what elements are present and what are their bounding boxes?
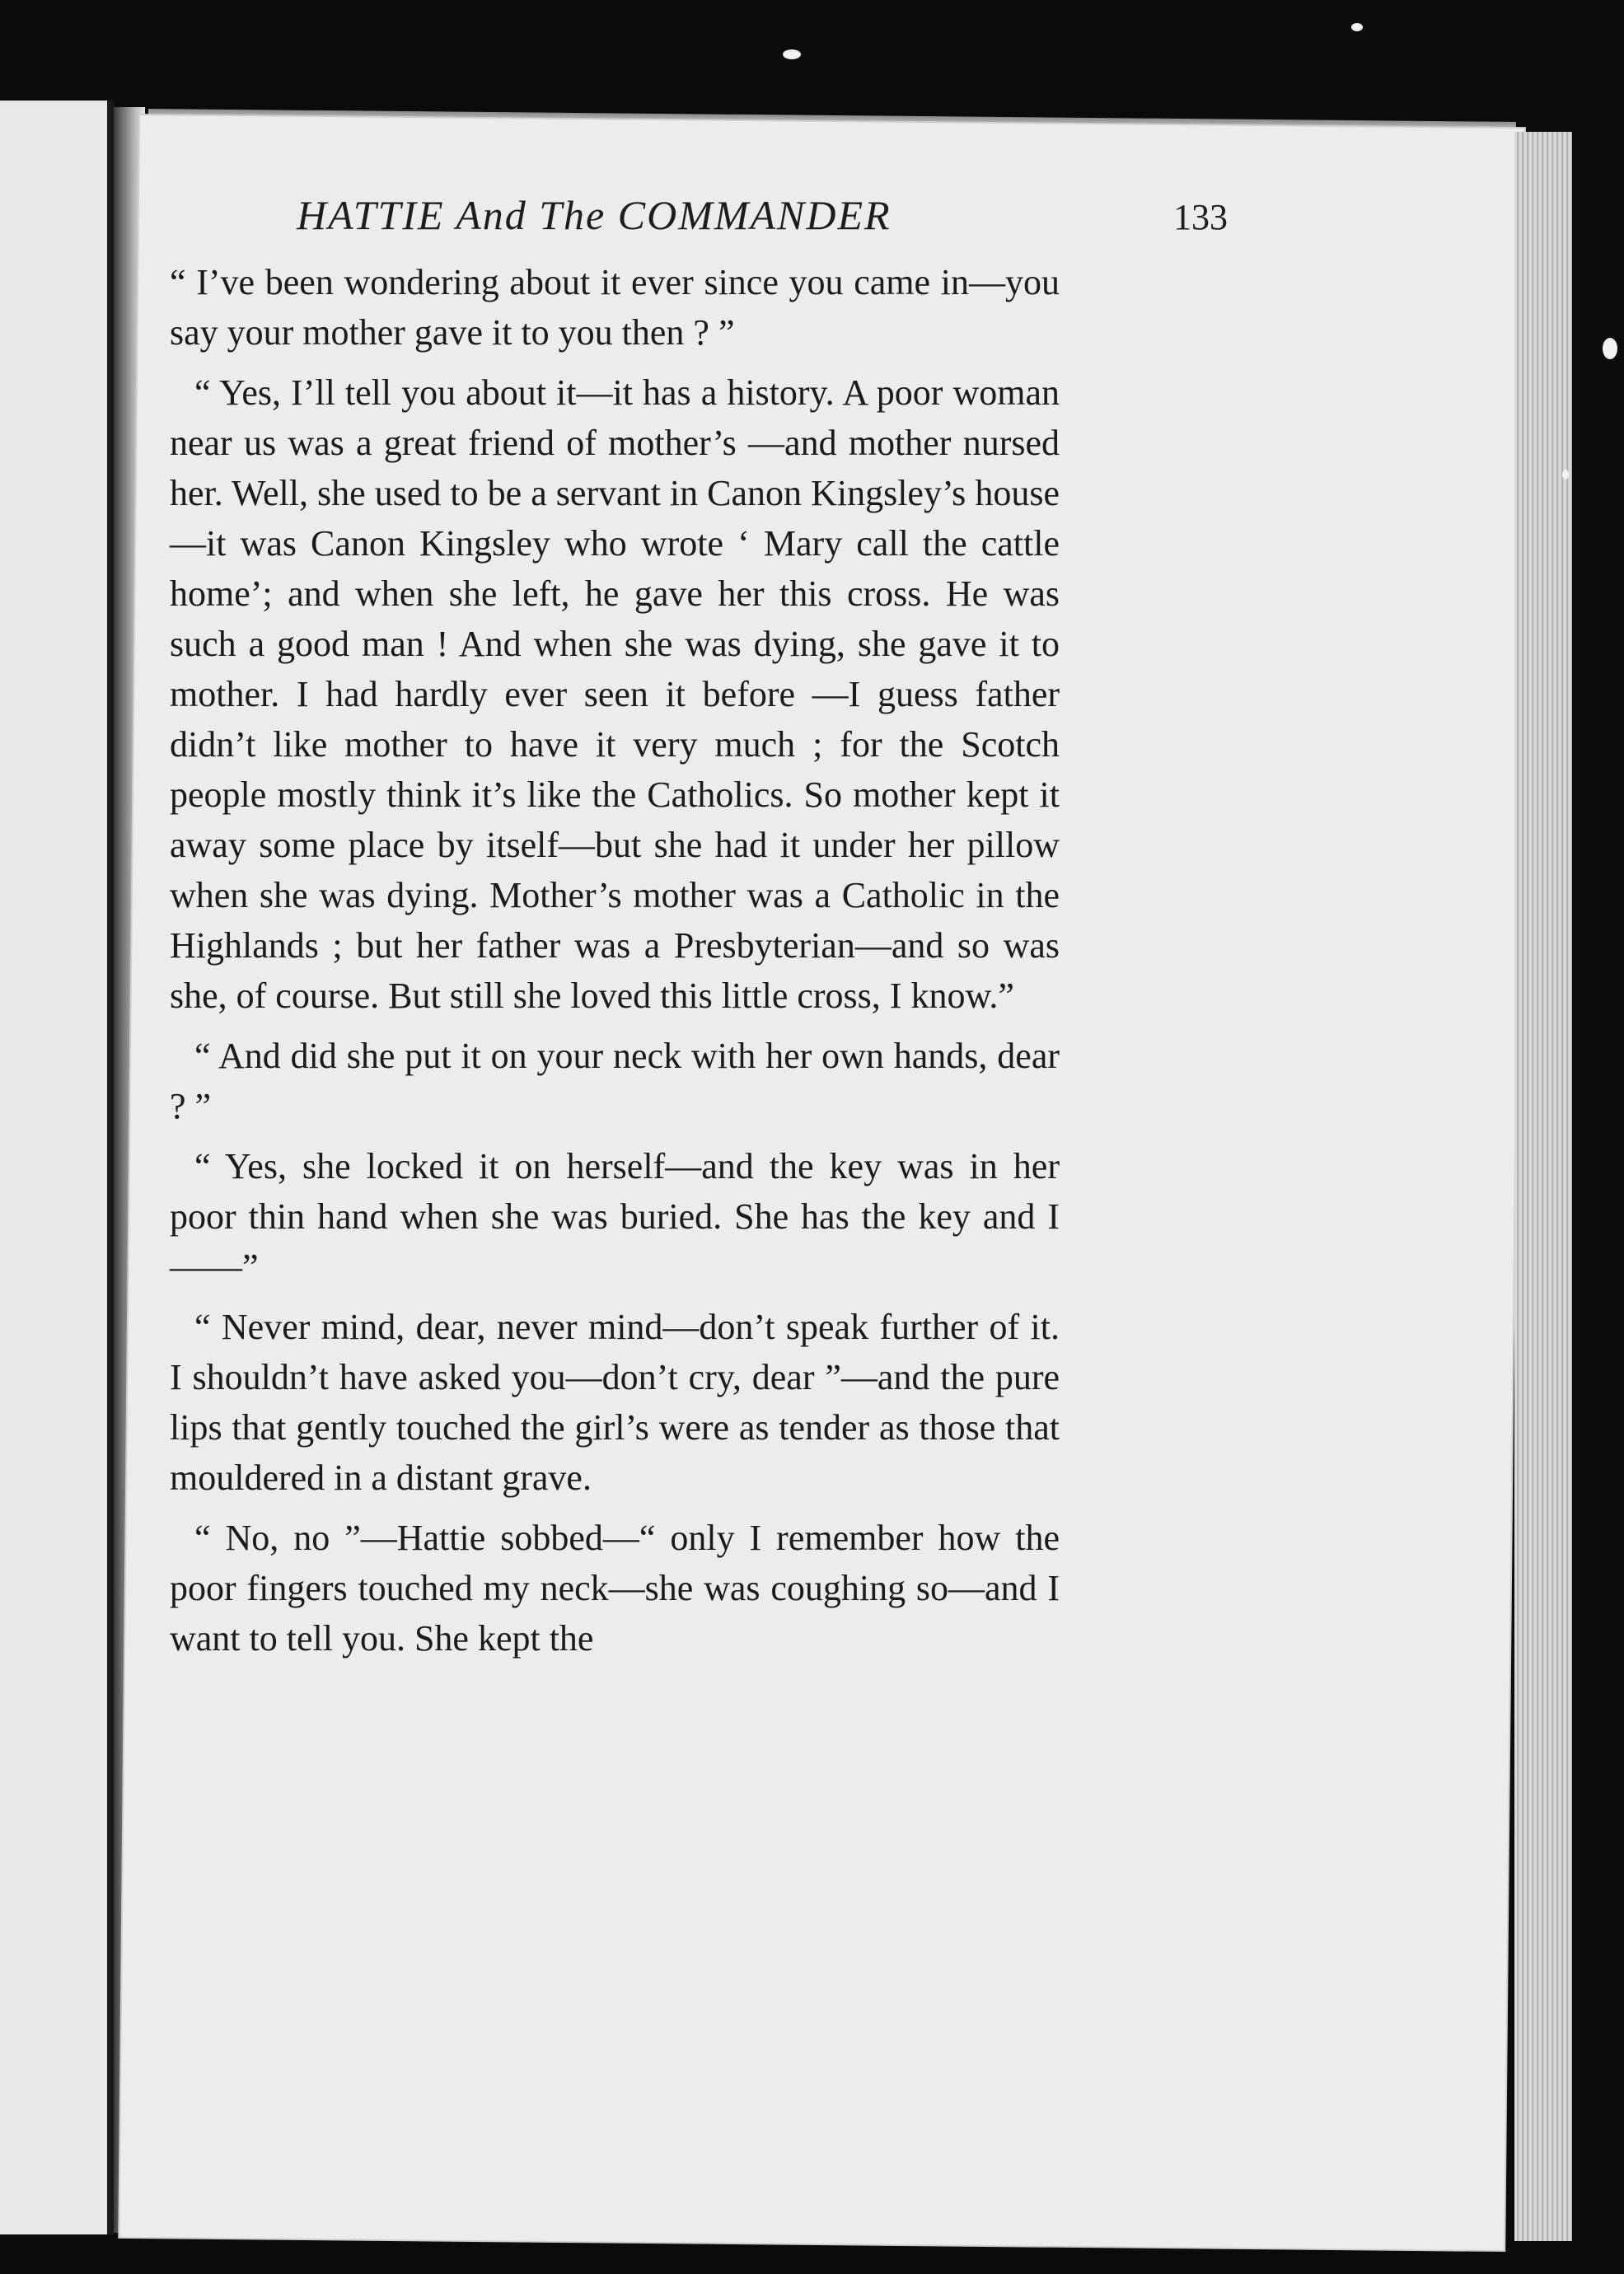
paragraph: “ And did she put it on your neck with her own hands, dear ? ” [170,1036,1060,1126]
dust-speck [1603,338,1617,359]
left-page-edge [0,101,114,2234]
dust-speck [783,49,801,59]
paragraph: “ Never mind, dear, never mind—don’t speak further of it. I shouldn’t have asked you—don’t cry, dear ”—and the pure lips that gently touched the girl’s were as tender as those that mouldered in a distant grave. [170,1307,1060,1498]
paragraph: “ I’ve been wondering about it ever since you came in—you say your mother gave it to you then ? ” [170,262,1060,353]
paragraph: “ Yes, I’ll tell you about it—it has a history. A poor woman near us was a great friend of mother’s —and mother nursed her. Well, she used to be a servant in Canon Kingsley’s house—it was Canon Kingsley who wrote ‘ Mary call the cattle home’; and when she left, he gave her this cross. He was such a good man ! And when she was dying, she gave it to mother. I had hardly ever seen it before —I guess father didn’t like mother to have it very much ; for the Scotch people mostly think it’s like the Catholics. So mother kept it away some place by itself—but she had it under her pillow when she was dying. Mother’s mother was a Catholic in the Highlands ; but her father was a Presbyterian—and so was she, of course. But still she loved this little cross, I know.” [170,372,1060,1016]
page-text [170,257,1060,1673]
paragraph: “ No, no ”—Hattie sobbed—“ only I remember how the poor fingers touched my neck—she was coughing so—and I want to tell you. She kept the [170,1518,1060,1659]
dust-speck [1562,470,1569,480]
dust-speck [1351,23,1363,31]
page-number: 133 [1173,197,1228,237]
paragraph: “ Yes, she locked it on herself—and the key was in her poor thin hand when she was buried. She has the key and I ——” [170,1146,1060,1287]
running-head-title: HATTIE And The COMMANDER [297,192,892,238]
running-head [297,191,1228,239]
page-stack-edges [1514,132,1572,2241]
